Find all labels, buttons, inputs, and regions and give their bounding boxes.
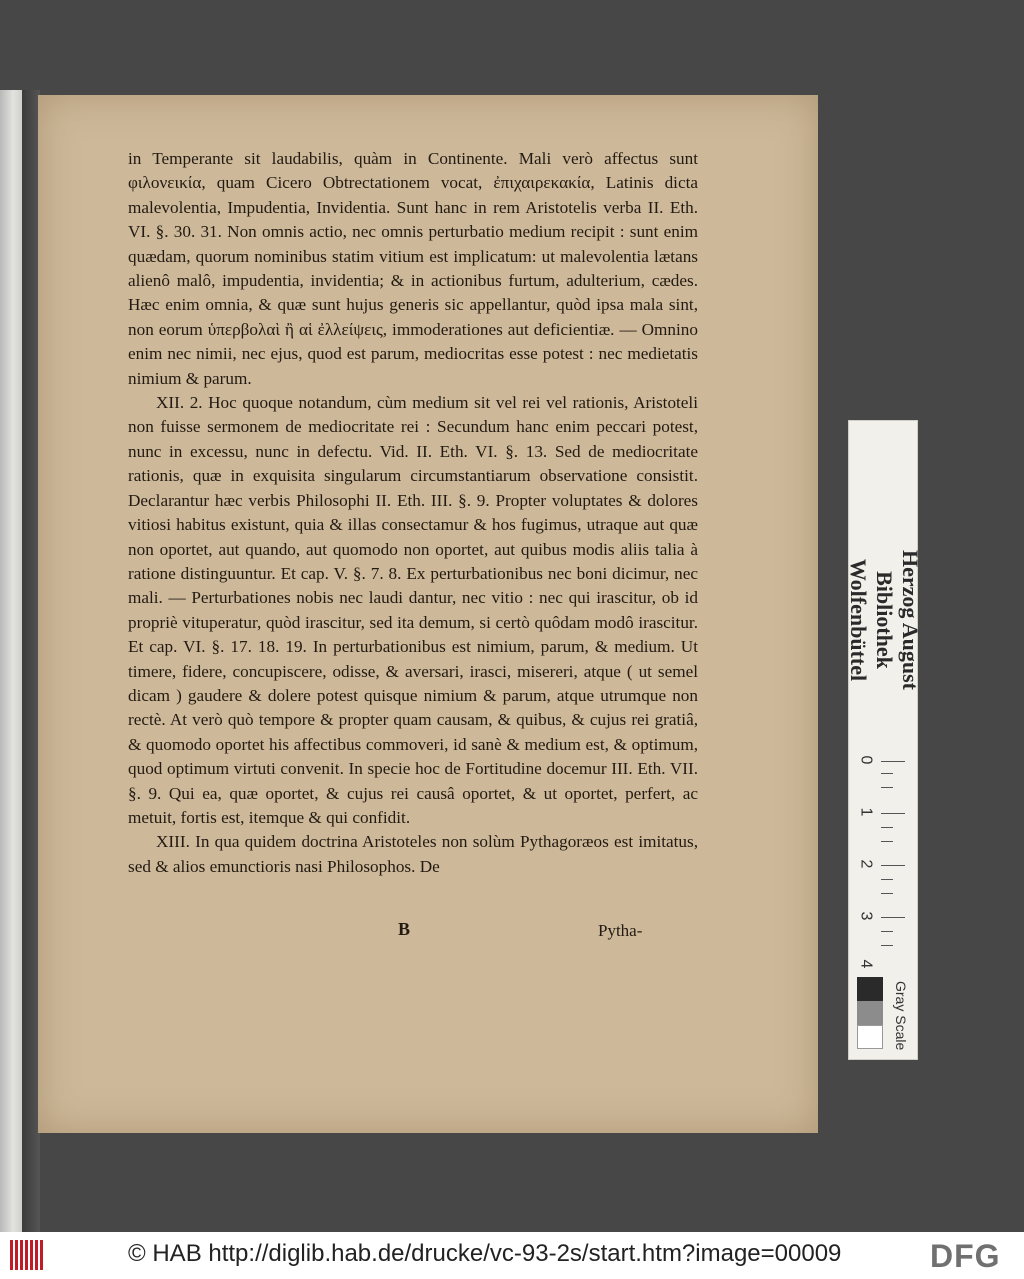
scale-number-1: 1 xyxy=(857,807,875,817)
scale-number-3: 3 xyxy=(857,911,875,921)
paragraph-3: XIII. In qua quidem doctrina Aristoteles non solùm Pythagoræos est imitatus, sed & alios emunctioris nasi Philosophos. De xyxy=(128,832,698,876)
color-ruler xyxy=(846,420,923,1060)
ruler-tick xyxy=(881,827,893,828)
scale-number-2: 2 xyxy=(857,859,875,869)
book-edge xyxy=(0,90,22,1232)
scale-number-0: 0 xyxy=(857,755,875,765)
ruler-tick xyxy=(881,865,905,866)
catchword: Pytha- xyxy=(598,921,643,940)
ruler-tick xyxy=(881,813,905,814)
ruler-tick xyxy=(881,893,893,894)
ruler-tick xyxy=(881,773,893,774)
ruler-tick xyxy=(881,945,893,946)
ruler-scale xyxy=(853,751,913,969)
dfg-logo: DFG xyxy=(930,1238,1001,1274)
gray-swatch-light xyxy=(857,1025,883,1049)
paragraph-1: in Temperante sit laudabilis, quàm in Continente. Mali verò affectus sunt φιλονεικία, quam Cicero Obtrectationem vocat, ἐπιχαιρεκακία, Latinis dicta malevolentia, Impudentia, Invidentia. Sunt hanc in rem Aristotelis verba II. Eth. VI. §. 30. 31. Non omnis actio, nec omnis perturbatio medium recipit : sunt enim quædam, quorum nominibus statim vitium est implicatum: ut malevolentia lætans alienô malô, impudentia, invidentia; & in actionibus furtum, adulterium, cædes. Hæc enim omnia, & quæ sunt hujus generis sic appellantur, quòd ipsa mala sint, non eorum ὑπερβολαὶ ἢ αἱ ἐλλείψεις, immoderationes aut deficientiæ. — Omnino enim nec nimii, nec ejus, quod est parum, mediocritas esse potest : nec medietatis nimium & parum. xyxy=(128,149,698,388)
copyright-url[interactable]: © HAB http://diglib.hab.de/drucke/vc-93-2s/start.htm?image=00009 xyxy=(128,1240,842,1267)
gray-scale-label: Gray Scale xyxy=(893,981,909,1051)
ruler-library-name xyxy=(845,505,923,735)
page-text xyxy=(128,147,698,879)
ruler-tick xyxy=(881,841,893,842)
ruler-tick xyxy=(881,931,893,932)
ruler-tick xyxy=(881,879,893,880)
paragraph-2: XII. 2. Hoc quoque notandum, cùm medium sit vel rei vel rationis, Aristoteli non fuisse sermonem de mediocritate rei : Secundum hanc enim peccari potest, nunc in excessu, nunc in defectu. Vid. II. Eth. VI. §. 13. Sed de mediocritate rationis, quæ in exquisita singularum circumstantiarum observatione consistit. Declarantur hæc verbis Philosophi II. Eth. III. §. 9. Propter voluptates & dolores vitiosi habitus existunt, quia & illas consectamur & hos fugimus, utraque aut quæ non oportet, aut quando, aut quomodo non oportet, aut quibus modis aliis talia à ratione distinguuntur. Et cap. V. §. 7. 8. Ex perturbationibus nec boni dicimur, nec mali. — Perturbationes nobis nec laudi dantur, nec vitio : nec qui irascitur, ob id propriè vituperatur, quòd irascitur, sed ita demum, si certò quôdam modô irascitur. Et cap. VI. §. 17. 18. 19. In perturbationibus est nimium, parum, & medium. Ut timere, fidere, concupiscere, odisse, & aversari, irasci, misereri, atque ( ut semel dicam ) gaudere & dolere potest quisque nimium & parum, atque utrumque non rectè. At verò quò tempore & propter quam causam, & quibus, & cujus rei gratiâ, & quomodo oportet his affectibus commoveri, id sanè & medium est, & optimum, quod optimum virtuti convenit. In specie hoc de Fortitudine docemur III. Eth. VII. §. 9. Qui ea, quæ oportet, & cujus rei causâ oportet, & ut oportet, perfert, ac metuit, fortis est, itemque & qui confidit. xyxy=(128,393,698,827)
footer-bar xyxy=(0,1232,1024,1279)
book-page xyxy=(38,95,818,1133)
signature-mark: B xyxy=(398,919,411,939)
ruler-tick xyxy=(881,787,893,788)
gray-swatch-dark xyxy=(857,977,883,1001)
ruler-tick xyxy=(881,917,905,918)
scale-number-4: 4 xyxy=(857,959,875,969)
ruler-tick xyxy=(881,761,905,762)
library-line-1: Herzog August Bibliothek xyxy=(872,550,923,690)
hab-logo-icon xyxy=(10,1240,46,1272)
gray-swatch-mid xyxy=(857,1001,883,1025)
library-line-2: Wolfenbüttel xyxy=(846,558,871,682)
